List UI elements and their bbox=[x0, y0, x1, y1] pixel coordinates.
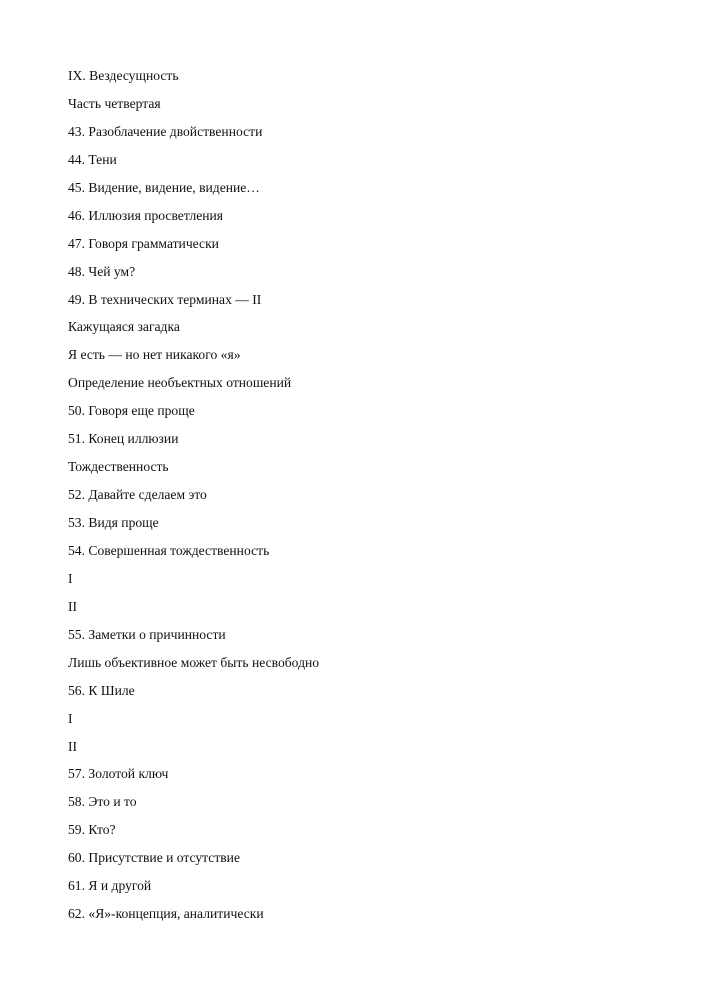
toc-entry: 59. Кто? bbox=[68, 822, 116, 838]
toc-entry: 47. Говоря грамматически bbox=[68, 235, 219, 251]
toc-entry: Лишь объективное может быть несвободно bbox=[68, 654, 320, 670]
toc-entry: 51. Конец иллюзии bbox=[68, 431, 179, 447]
toc-entry: 60. Присутствие и отсутствие bbox=[68, 850, 240, 866]
toc-entry: 52. Давайте сделаем это bbox=[68, 487, 207, 503]
toc-entry: 62. «Я»-концепция, аналитически bbox=[68, 906, 264, 922]
toc-entry: 48. Чей ум? bbox=[68, 263, 136, 279]
toc-entry: Тождественность bbox=[68, 459, 169, 475]
toc-entry: 49. В технических терминах — II bbox=[68, 291, 262, 307]
toc-entry: 61. Я и другой bbox=[68, 878, 152, 894]
toc-entry: I bbox=[68, 710, 73, 726]
toc-entry: Я есть — но нет никакого «я» bbox=[68, 347, 241, 363]
toc-entry: 58. Это и то bbox=[68, 794, 137, 810]
toc-entry: II bbox=[68, 598, 78, 614]
toc-entry: 55. Заметки о причинности bbox=[68, 626, 226, 642]
toc-entry: 56. К Шиле bbox=[68, 682, 135, 698]
toc-entry: 57. Золотой ключ bbox=[68, 766, 169, 782]
toc-entry: 44. Тени bbox=[68, 151, 117, 167]
toc-entry: 43. Разоблачение двойственности bbox=[68, 123, 263, 139]
table-of-contents bbox=[68, 67, 319, 933]
toc-entry: Кажущаяся загадка bbox=[68, 319, 180, 335]
toc-entry: 45. Видение, видение, видение… bbox=[68, 179, 260, 195]
toc-entry: Часть четвертая bbox=[68, 95, 161, 111]
toc-entry: 53. Видя проще bbox=[68, 515, 159, 530]
toc-entry: 54. Совершенная тождественность bbox=[68, 542, 270, 558]
toc-entry: II bbox=[68, 738, 78, 754]
toc-entry: 46. Иллюзия просветления bbox=[68, 207, 224, 223]
toc-entry: I bbox=[68, 570, 73, 586]
toc-entry: IX. Вездесущность bbox=[68, 68, 179, 83]
toc-entry: Определение необъектных отношений bbox=[68, 375, 292, 391]
toc-entry: 50. Говоря еще проще bbox=[68, 403, 195, 419]
